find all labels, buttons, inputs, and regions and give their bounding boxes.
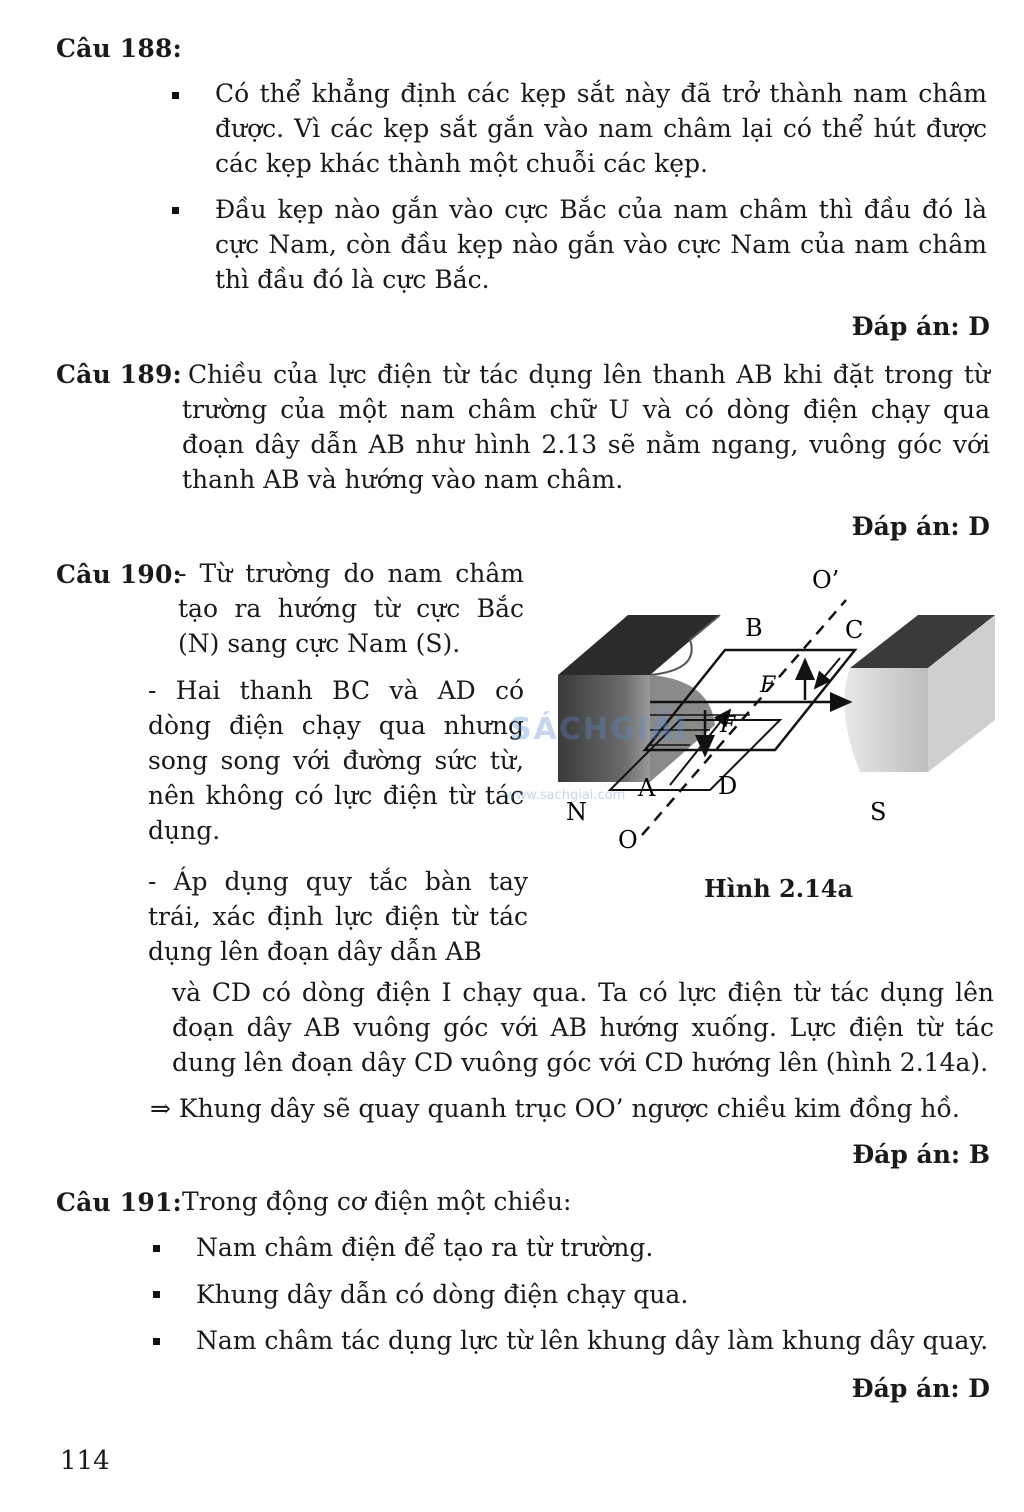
q190-conclusion: ⇒ Khung dây sẽ quay quanh trục OO’ ngược chiều kim đồng hồ.	[150, 1094, 960, 1123]
q190-item-3-end: và CD có dòng điện I chạy qua. Ta có lực điện từ tác dụng lên đoạn dây AB vuông góc với AB hướng xuống. Lực điện từ tác dung lên đoạn dây CD vuông góc với CD hướng lên (hình 2.14a).	[172, 978, 994, 1077]
bullet-marker	[153, 1338, 160, 1345]
q188-bullet-1: Có thể khẳng định các kẹp sắt này đã trở thành nam châm được. Vì các kẹp sắt gắn vào nam châm lại có thể hút được các kẹp khác thành một chuỗi các kẹp.	[215, 79, 987, 178]
q190-answer: Đáp án: B	[852, 1140, 990, 1169]
figure-2-14a	[550, 560, 1000, 860]
label-force-1: F	[760, 673, 776, 698]
label-c: C	[845, 616, 864, 644]
q189-answer: Đáp án: D	[851, 512, 990, 541]
question-191-label: Câu 191:	[56, 1188, 182, 1217]
q191-text: Trong động cơ điện một chiều:	[182, 1187, 572, 1216]
bullet-marker	[153, 1291, 160, 1298]
question-189-label: Câu 189:	[56, 360, 182, 389]
q191-bullet-1: Nam châm điện để tạo ra từ trường.	[196, 1233, 654, 1262]
bullet-marker	[172, 207, 179, 214]
north-magnet	[558, 615, 720, 782]
label-b: B	[745, 614, 763, 642]
south-magnet	[844, 615, 995, 772]
q189-text: Chiều của lực điện từ tác dụng lên thanh AB khi đặt trong từ trường của một nam châm chữ U và có dòng điện chạy qua đoạn dây dẫn AB như hình 2.13 sẽ nằm ngang, vuông góc với thanh AB và hướng vào nam châm.	[182, 360, 990, 494]
watermark-url: www.sachgiai.com	[505, 788, 626, 803]
label-a: A	[638, 774, 656, 802]
bullet-marker	[153, 1245, 160, 1252]
q190-item-1: - Từ trường do nam châm tạo ra hướng từ cực Bắc (N) sang cực Nam (S).	[178, 559, 524, 658]
label-n: N	[566, 798, 587, 826]
watermark-brand: SÁCHGIẢI	[510, 712, 689, 747]
label-s: S	[870, 798, 887, 826]
question-188-label: Câu 188:	[56, 34, 182, 63]
bullet-marker	[172, 92, 179, 99]
label-o-bottom: O	[618, 826, 638, 854]
label-force-2: F	[720, 713, 736, 738]
question-190-label: Câu 190:	[56, 560, 182, 589]
q191-answer: Đáp án: D	[851, 1374, 990, 1403]
label-o-top: O’	[812, 566, 840, 594]
q188-bullet-2: Đầu kẹp nào gắn vào cực Bắc của nam châm thì đầu đó là cực Nam, còn đầu kẹp nào gắn vào cực Nam của nam châm thì đầu đó là cực Bắc.	[215, 195, 987, 294]
q191-bullet-3: Nam châm tác dụng lực từ lên khung dây làm khung dây quay.	[196, 1326, 989, 1355]
q190-item-2: - Hai thanh BC và AD có dòng điện chạy qua nhưng song song với đường sức từ, nên không có lực điện từ tác dụng.	[148, 676, 524, 845]
q191-bullet-2: Khung dây dẫn có dòng điện chạy qua.	[196, 1280, 689, 1309]
q188-answer: Đáp án: D	[851, 312, 990, 341]
page-number: 114	[60, 1446, 110, 1476]
q190-item-3-start: - Áp dụng quy tắc bàn tay trái, xác định lực điện từ tác dụng lên đoạn dây dẫn AB	[148, 867, 528, 966]
label-d: D	[718, 772, 738, 800]
figure-caption: Hình 2.14a	[704, 874, 854, 903]
